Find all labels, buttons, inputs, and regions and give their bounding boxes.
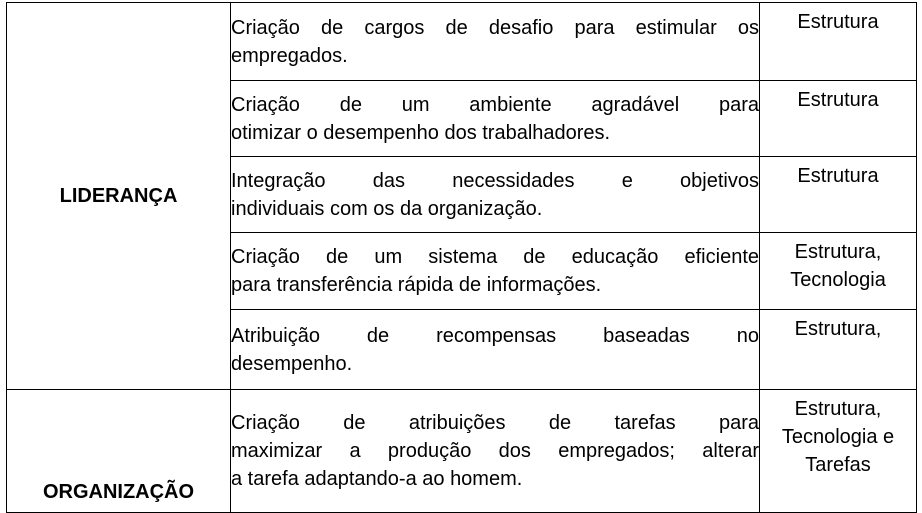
description-cell <box>231 157 760 233</box>
dimension-cell <box>760 233 917 310</box>
dimension-line: Tecnologia <box>790 269 886 291</box>
description-line: Integração das necessidades e objetivos <box>231 169 759 192</box>
description-line: individuais com os da organização. <box>231 197 543 220</box>
description-line: otimizar o desempenho dos trabalhadores. <box>231 121 611 144</box>
description-cell <box>231 390 760 513</box>
dimension-line: Estrutura <box>797 89 879 111</box>
dimension-cell <box>760 390 917 513</box>
description-line: a tarefa adaptando-a ao homem. <box>231 468 523 490</box>
dimension-line: Tecnologia e <box>781 426 895 448</box>
description-line: Criação de atribuições de tarefas para <box>231 412 759 434</box>
category-cell-organizacao: ORGANIZAÇÃO <box>7 390 231 513</box>
description-cell <box>231 81 760 157</box>
category-cell-lideranca: LIDERANÇA <box>7 3 231 390</box>
management-actions-table <box>6 2 917 513</box>
dimension-cell <box>760 310 917 390</box>
description-line: Atribuição de recompensas baseadas no <box>231 324 759 347</box>
dimension-cell <box>760 81 917 157</box>
description-line: desempenho. <box>231 352 353 375</box>
dimension-line: Estrutura, <box>794 318 882 340</box>
dimension-line: Estrutura, <box>794 241 882 263</box>
dimension-line: Tarefas <box>805 454 871 476</box>
description-cell <box>231 3 760 81</box>
dimension-cell <box>760 3 917 81</box>
description-line: maximizar a produção dos empregados; alterar <box>231 440 759 462</box>
dimension-cell <box>760 157 917 233</box>
dimension-line: Estrutura <box>797 165 879 187</box>
description-line: para transferência rápida de informações. <box>231 274 602 296</box>
table-row <box>7 390 917 513</box>
description-line: empregados. <box>231 44 348 67</box>
dimension-line: Estrutura, <box>794 398 882 420</box>
description-line: Criação de cargos de desafio para estimular os <box>231 16 759 39</box>
description-line: Criação de um ambiente agradável para <box>231 93 759 116</box>
description-cell <box>231 310 760 390</box>
description-cell <box>231 233 760 310</box>
table-row <box>7 3 917 81</box>
dimension-line: Estrutura <box>797 11 879 33</box>
description-line: Criação de um sistema de educação eficiente <box>231 246 759 268</box>
